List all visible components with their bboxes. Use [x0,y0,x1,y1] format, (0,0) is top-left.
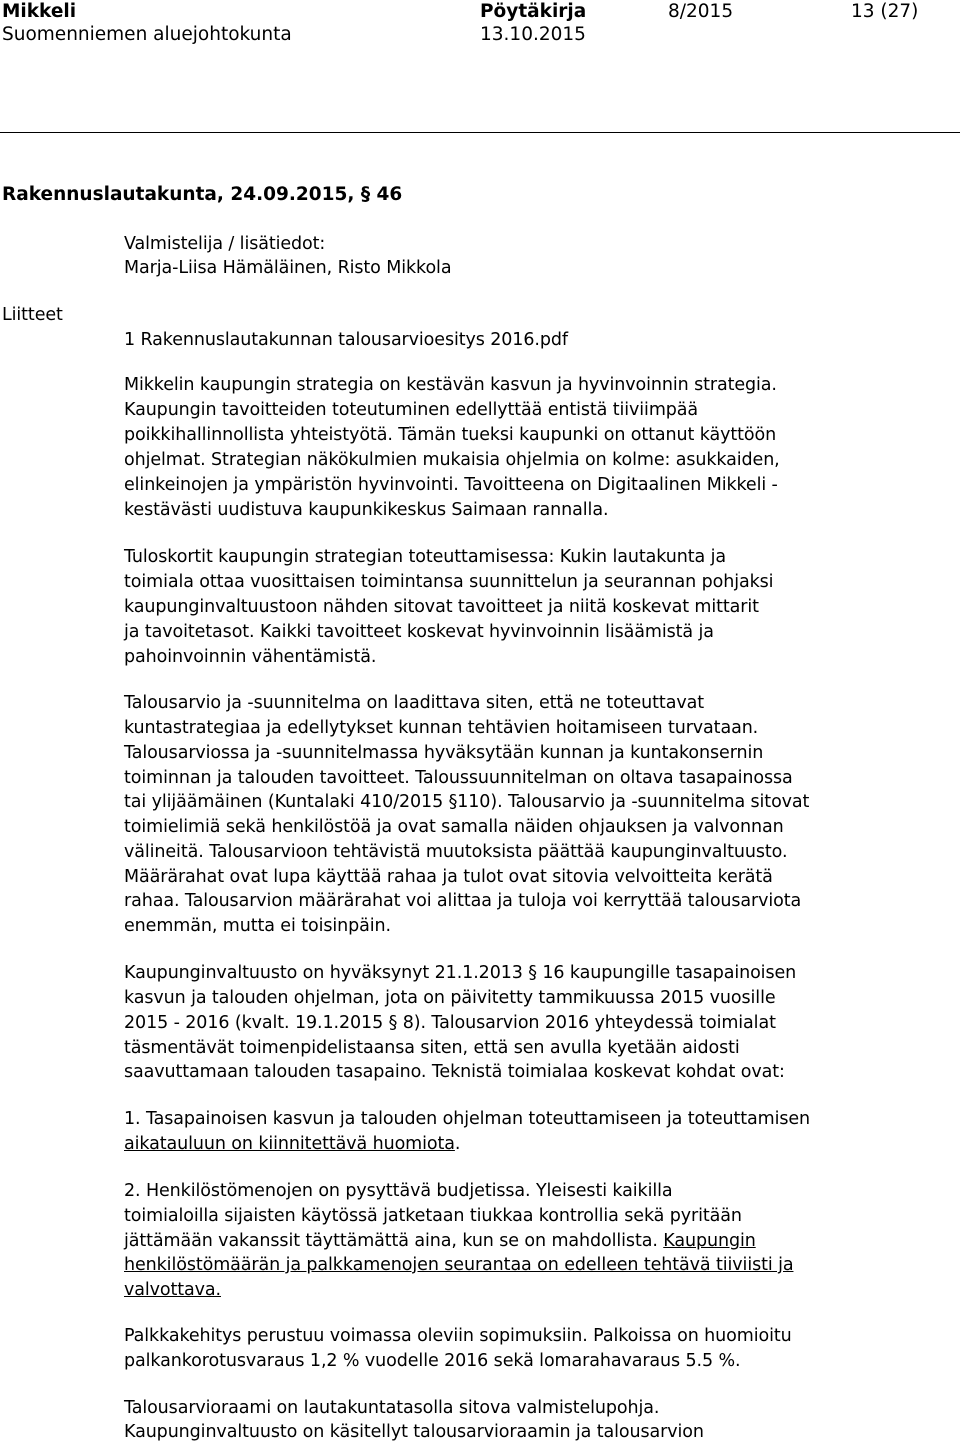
paragraph-line: rahaa. Talousarvion määrärahat voi alittaa ja tuloja voi kerryttää talousarviota [124,891,802,911]
section-heading: Rakennuslautakunta, 24.09.2015, § 46 [2,184,403,205]
paragraph-line: kuntastrategiaa ja edellytykset kunnan tehtävien hoitamiseen turvataan. [124,718,759,738]
committee-name: Suomenniemen aluejohtokunta [2,24,292,45]
paragraph-line: kestävästi uudistuva kaupunkikeskus Saimaan rannalla. [124,500,609,520]
paragraph-line: Mikkelin kaupungin strategia on kestävän kasvun ja hyvinvoinnin strategia. [124,375,777,395]
paragraph-line: kasvun ja talouden ohjelman, jota on päivitetty tammikuussa 2015 vuosille [124,988,776,1008]
list-item-line: 1. Tasapainoisen kasvun ja talouden ohjelman toteuttamiseen ja toteuttamisen [124,1109,811,1129]
paragraph-line: välineitä. Talousarvioon tehtävistä muutoksista päättää kaupunginvaltuusto. [124,842,788,862]
paragraph-line: ohjelmat. Strategian näkökulmien mukaisia ohjelmia on kolme: asukkaiden, [124,450,780,470]
underlined-text: valvottava. [124,1280,221,1300]
paragraph-line: Kaupungin tavoitteiden toteutuminen edellyttää entistä tiiviimpää [124,400,699,420]
paragraph-line: Kaupunginvaltuusto on käsitellyt talousarvioraamin ja talousarvion [124,1422,704,1442]
meeting-date: 13.10.2015 [480,24,586,45]
underlined-text: aikatauluun on kiinnitettävä huomiota [124,1134,455,1154]
paragraph-line: toimielimiä sekä henkilöstöä ja ovat samalla näiden ohjauksen ja valvonnan [124,817,784,837]
attachment-item: 1 Rakennuslautakunnan talousarvioesitys 2016.pdf [124,330,568,350]
paragraph-line: Tuloskortit kaupungin strategian toteuttamisessa: Kukin lautakunta ja [124,547,726,567]
paragraph-line: 2015 - 2016 (kvalt. 19.1.2015 § 8). Talousarvion 2016 yhteydessä toimialat [124,1013,776,1033]
paragraph-line: ja tavoitetasot. Kaikki tavoitteet koskevat hyvinvoinnin lisäämistä ja [124,622,714,642]
paragraph-line: Palkkakehitys perustuu voimassa oleviin sopimuksiin. Palkoissa on huomioitu [124,1326,792,1346]
document-number: 8/2015 [668,1,734,22]
paragraph-line: Kaupunginvaltuusto on hyväksynyt 21.1.2013 § 16 kaupungille tasapainoisen [124,963,797,983]
paragraph-line: Määrärahat ovat lupa käyttää rahaa ja tulot ovat sitovia velvoitteita kerätä [124,867,773,887]
organization-name: Mikkeli [2,1,77,22]
list-item-text: jättämään vakanssit täyttämättä aina, kun se on mahdollista. [124,1231,664,1251]
preparer-label: Valmistelija / lisätiedot: [124,234,326,254]
list-item-tail: . [454,1134,461,1154]
header-divider [0,132,960,133]
document-type: Pöytäkirja [480,1,587,22]
list-item-line: 2. Henkilöstömenojen on pysyttävä budjetissa. Yleisesti kaikilla [124,1181,673,1201]
underlined-text: Kaupungin [663,1231,756,1251]
page-number: 13 (27) [851,1,919,22]
list-item-line [124,1132,460,1156]
paragraph-line: täsmentävät toimenpidelistaansa siten, että sen avulla kyetään aidosti [124,1038,740,1058]
paragraph-line: kaupunginvaltuustoon nähden sitovat tavoitteet ja niitä koskevat mittarit [124,597,759,617]
attachments-label: Liitteet [2,305,63,325]
list-item-line: toimialoilla sijaisten käytössä jatketaan tiukkaa kontrollia sekä pyritään [124,1206,742,1226]
paragraph-line: poikkihallinnollista yhteistyötä. Tämän tueksi kaupunki on ottanut käyttöön [124,425,777,445]
paragraph-line: tai ylijäämäinen (Kuntalaki 410/2015 §110). Talousarvio ja -suunnitelma sitovat [124,792,810,812]
paragraph-line: Talousarviossa ja -suunnitelmassa hyväksytään kunnan ja kuntakonsernin [124,743,764,763]
underlined-text: henkilöstömäärän ja palkkamenojen seurantaa on edelleen tehtävä tiiviisti ja [124,1255,794,1275]
paragraph-line: enemmän, mutta ei toisinpäin. [124,916,391,936]
paragraph-line: elinkeinojen ja ympäristön hyvinvointi. Tavoitteena on Digitaalinen Mikkeli - [124,475,778,495]
paragraph-line: toiminnan ja talouden tavoitteet. Taloussuunnitelman on oltava tasapainossa [124,768,793,788]
preparer-names: Marja-Liisa Hämäläinen, Risto Mikkola [124,258,452,278]
paragraph-line: pahoinvoinnin vähentämistä. [124,647,377,667]
paragraph-line: Talousarvio ja -suunnitelma on laadittava siten, että ne toteuttavat [124,693,704,713]
paragraph-line: toimiala ottaa vuosittaisen toimintansa suunnittelun ja seurannan pohjaksi [124,572,774,592]
paragraph-line: palkankorotusvaraus 1,2 % vuodelle 2016 sekä lomarahavaraus 5.5 %. [124,1351,741,1371]
list-item-line [124,1229,756,1253]
paragraph-line: Talousarvioraami on lautakuntatasolla sitova valmistelupohja. [124,1398,660,1418]
paragraph-line: saavuttamaan talouden tasapaino. Teknistä toimialaa koskevat kohdat ovat: [124,1062,785,1082]
